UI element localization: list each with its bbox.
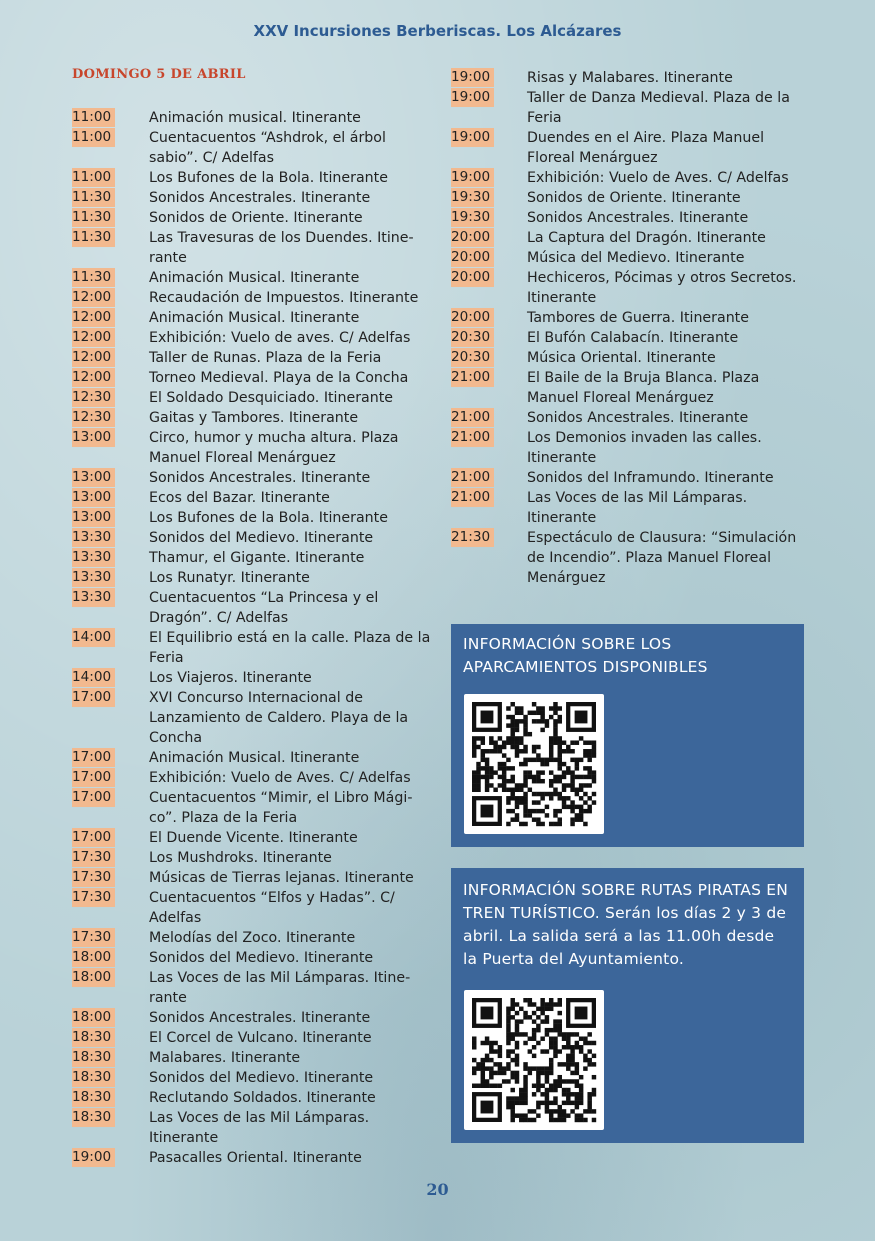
event-description: Circo, humor y mucha altura. Plaza Manuel Floreal Menárguez xyxy=(149,430,399,466)
schedule-row xyxy=(72,768,432,788)
page-number: 20 xyxy=(426,1180,449,1199)
event-description: Los Viajeros. Itinerante xyxy=(149,670,312,686)
event-time: 13:00 xyxy=(72,428,115,447)
event-description: Sonidos del Medievo. Itinerante xyxy=(149,530,374,546)
schedule-row xyxy=(72,588,432,628)
event-time: 12:30 xyxy=(72,408,115,427)
event-description: Los Bufones de la Bola. Itinerante xyxy=(149,510,388,526)
event-description: Sonidos Ancestrales. Itinerante xyxy=(149,190,371,206)
event-time: 13:30 xyxy=(72,588,115,607)
event-time: 20:00 xyxy=(451,248,494,267)
event-time: 11:00 xyxy=(72,168,115,187)
event-time: 19:30 xyxy=(451,208,494,227)
schedule-row xyxy=(451,328,811,348)
event-time: 21:00 xyxy=(451,468,494,487)
event-time: 17:30 xyxy=(72,888,115,907)
schedule-row xyxy=(451,168,811,188)
event-time: 18:30 xyxy=(72,1028,115,1047)
schedule-row xyxy=(72,668,432,688)
event-description: El Corcel de Vulcano. Itinerante xyxy=(149,1030,372,1046)
schedule-row xyxy=(72,228,432,268)
schedule-row xyxy=(72,948,432,968)
event-description: Taller de Danza Medieval. Plaza de la Feria xyxy=(527,90,790,126)
event-time: 11:00 xyxy=(72,128,115,147)
event-time: 17:30 xyxy=(72,868,115,887)
event-description: XVI Concurso Internacional de Lanzamiento de Caldero. Playa de la Concha xyxy=(149,690,409,746)
event-time: 12:00 xyxy=(72,288,115,307)
event-description: Thamur, el Gigante. Itinerante xyxy=(149,550,365,566)
event-description: Malabares. Itinerante xyxy=(149,1050,301,1066)
event-description: Exhibición: Vuelo de aves. C/ Adelfas xyxy=(149,330,411,346)
event-time: 21:00 xyxy=(451,408,494,427)
event-description: Música Oriental. Itinerante xyxy=(527,350,716,366)
pirate-route-qr-code[interactable] xyxy=(464,990,604,1130)
event-time: 11:30 xyxy=(72,188,115,207)
event-time: 21:00 xyxy=(451,368,494,387)
schedule-row xyxy=(72,788,432,828)
schedule-row xyxy=(451,128,811,168)
event-time: 19:00 xyxy=(451,168,494,187)
event-time: 12:00 xyxy=(72,368,115,387)
schedule-row xyxy=(72,268,432,288)
schedule-row xyxy=(72,408,432,428)
event-description: Cuentacuentos “Ashdrok, el árbol sabio”. C/ Adelfas xyxy=(149,130,386,166)
event-time: 18:00 xyxy=(72,968,115,987)
schedule-row xyxy=(72,368,432,388)
event-description: Las Voces de las Mil Lámparas. Itinerante xyxy=(149,970,411,1006)
event-time: 13:30 xyxy=(72,528,115,547)
event-description: Sonidos del Medievo. Itinerante xyxy=(149,1070,374,1086)
schedule-row xyxy=(72,828,432,848)
event-description: Sonidos del Inframundo. Itinerante xyxy=(527,470,774,486)
parking-qr-code[interactable] xyxy=(464,694,604,834)
event-time: 19:00 xyxy=(451,88,494,107)
qr-finder-pattern xyxy=(472,796,502,826)
event-description: Cuentacuentos “Elfos y Hadas”. C/ Adelfas xyxy=(149,890,395,926)
event-time: 19:00 xyxy=(451,68,494,87)
schedule-row xyxy=(451,208,811,228)
event-time: 19:00 xyxy=(72,1148,115,1167)
pirate-route-info-box xyxy=(451,868,804,1143)
event-description: Sonidos Ancestrales. Itinerante xyxy=(527,410,749,426)
event-description: El Soldado Desquiciado. Itinerante xyxy=(149,390,394,406)
schedule-row xyxy=(72,888,432,928)
event-time: 19:00 xyxy=(451,128,494,147)
event-description: Música del Medievo. Itinerante xyxy=(527,250,745,266)
schedule-row xyxy=(72,168,432,188)
schedule-row xyxy=(72,628,432,668)
event-time: 11:00 xyxy=(72,108,115,127)
schedule-row xyxy=(72,208,432,228)
event-time: 17:00 xyxy=(72,828,115,847)
schedule-row xyxy=(451,528,811,588)
schedule-row xyxy=(72,1068,432,1088)
page-header: XXV Incursiones Berberiscas. Los Alcázares xyxy=(253,22,622,40)
event-description: Recaudación de Impuestos. Itinerante xyxy=(149,290,419,306)
event-description: Animación musical. Itinerante xyxy=(149,110,361,126)
event-time: 17:00 xyxy=(72,788,115,807)
event-time: 13:00 xyxy=(72,468,115,487)
event-time: 17:00 xyxy=(72,688,115,707)
event-description: Sonidos Ancestrales. Itinerante xyxy=(149,1010,371,1026)
event-time: 18:30 xyxy=(72,1088,115,1107)
schedule-row xyxy=(72,388,432,408)
schedule-row xyxy=(72,688,432,748)
qr-finder-pattern xyxy=(472,702,502,732)
event-description: Pasacalles Oriental. Itinerante xyxy=(149,1150,362,1166)
event-description: Animación Musical. Itinerante xyxy=(149,310,360,326)
event-description: Reclutando Soldados. Itinerante xyxy=(149,1090,376,1106)
schedule-row xyxy=(72,288,432,308)
event-description: El Bufón Calabacín. Itinerante xyxy=(527,330,739,346)
event-time: 13:00 xyxy=(72,488,115,507)
event-time: 20:00 xyxy=(451,268,494,287)
event-time: 17:00 xyxy=(72,748,115,767)
schedule-row xyxy=(72,468,432,488)
event-description: Cuentacuentos “La Princesa y el Dragón”. C/ Adelfas xyxy=(149,590,379,626)
event-time: 20:00 xyxy=(451,228,494,247)
event-description: La Captura del Dragón. Itinerante xyxy=(527,230,766,246)
schedule-row xyxy=(72,968,432,1008)
event-description: El Duende Vicente. Itinerante xyxy=(149,830,358,846)
event-description: Las Travesuras de los Duendes. Itinerante xyxy=(149,230,414,266)
schedule-right-column xyxy=(451,68,811,588)
schedule-row xyxy=(72,1008,432,1028)
schedule-row xyxy=(451,368,811,408)
schedule-row xyxy=(72,848,432,868)
event-time: 12:00 xyxy=(72,308,115,327)
event-description: Los Runatyr. Itinerante xyxy=(149,570,310,586)
event-description: Exhibición: Vuelo de Aves. C/ Adelfas xyxy=(149,770,411,786)
parking-info-box xyxy=(451,624,804,847)
schedule-row xyxy=(451,468,811,488)
event-time: 13:30 xyxy=(72,548,115,567)
schedule-row xyxy=(72,1088,432,1108)
event-time: 11:30 xyxy=(72,268,115,287)
day-title: DOMINGO 5 DE ABRIL xyxy=(72,67,246,82)
event-time: 18:00 xyxy=(72,1008,115,1027)
schedule-row xyxy=(451,308,811,328)
event-description: Los Demonios invaden las calles. Itinerante xyxy=(527,430,762,466)
event-time: 20:30 xyxy=(451,328,494,347)
schedule-row xyxy=(72,128,432,168)
event-time: 18:30 xyxy=(72,1048,115,1067)
schedule-row xyxy=(72,488,432,508)
event-time: 13:30 xyxy=(72,568,115,587)
schedule-row xyxy=(72,348,432,368)
event-description: Sonidos de Oriente. Itinerante xyxy=(527,190,741,206)
event-time: 21:00 xyxy=(451,428,494,447)
schedule-row xyxy=(72,328,432,348)
event-description: Las Voces de las Mil Lámparas. Itinerante xyxy=(527,490,748,526)
event-description: Melodías del Zoco. Itinerante xyxy=(149,930,356,946)
schedule-row xyxy=(72,868,432,888)
event-time: 20:30 xyxy=(451,348,494,367)
event-description: Espectáculo de Clausura: “Simulación de Incendio”. Plaza Manuel Floreal Menárguez xyxy=(527,530,797,586)
schedule-row xyxy=(72,1148,432,1168)
event-time: 11:30 xyxy=(72,208,115,227)
event-time: 17:30 xyxy=(72,928,115,947)
event-description: Hechiceros, Pócimas y otros Secretos. Itinerante xyxy=(527,270,797,306)
event-description: Duendes en el Aire. Plaza Manuel Floreal Menárguez xyxy=(527,130,765,166)
schedule-row xyxy=(72,568,432,588)
event-description: El Baile de la Bruja Blanca. Plaza Manuel Floreal Menárguez xyxy=(527,370,760,406)
schedule-row xyxy=(451,408,811,428)
schedule-row xyxy=(451,188,811,208)
schedule-row xyxy=(72,308,432,328)
event-description: Ecos del Bazar. Itinerante xyxy=(149,490,330,506)
event-description: Los Mushdroks. Itinerante xyxy=(149,850,332,866)
schedule-row xyxy=(72,748,432,768)
event-time: 12:00 xyxy=(72,348,115,367)
schedule-row xyxy=(451,488,811,528)
schedule-row xyxy=(72,1108,432,1148)
event-description: Las Voces de las Mil Lámparas. Itinerante xyxy=(149,1110,370,1146)
event-time: 21:00 xyxy=(451,488,494,507)
schedule-row xyxy=(451,428,811,468)
event-description: Animación Musical. Itinerante xyxy=(149,270,360,286)
schedule-row xyxy=(451,88,811,128)
schedule-row xyxy=(72,188,432,208)
event-time: 14:00 xyxy=(72,668,115,687)
schedule-row xyxy=(72,528,432,548)
event-description: Risas y Malabares. Itinerante xyxy=(527,70,733,86)
event-time: 17:00 xyxy=(72,768,115,787)
schedule-row xyxy=(72,1028,432,1048)
schedule-left-column xyxy=(72,108,432,1168)
schedule-row xyxy=(451,228,811,248)
event-description: Los Bufones de la Bola. Itinerante xyxy=(149,170,388,186)
event-description: Gaitas y Tambores. Itinerante xyxy=(149,410,359,426)
event-description: Músicas de Tierras lejanas. Itinerante xyxy=(149,870,414,886)
event-description: El Equilibrio está en la calle. Plaza de la Feria xyxy=(149,630,431,666)
event-time: 11:30 xyxy=(72,228,115,247)
schedule-row xyxy=(72,108,432,128)
qr-finder-pattern xyxy=(472,998,502,1028)
event-time: 13:00 xyxy=(72,508,115,527)
event-time: 21:30 xyxy=(451,528,494,547)
schedule-row xyxy=(72,928,432,948)
event-description: Taller de Runas. Plaza de la Feria xyxy=(149,350,382,366)
event-description: Sonidos Ancestrales. Itinerante xyxy=(149,470,371,486)
event-time: 18:30 xyxy=(72,1108,115,1127)
event-description: Sonidos Ancestrales. Itinerante xyxy=(527,210,749,226)
qr-finder-pattern xyxy=(566,702,596,732)
schedule-row xyxy=(451,268,811,308)
event-time: 12:30 xyxy=(72,388,115,407)
event-time: 20:00 xyxy=(451,308,494,327)
schedule-row xyxy=(451,348,811,368)
event-time: 18:30 xyxy=(72,1068,115,1087)
schedule-row xyxy=(451,248,811,268)
qr-finder-pattern xyxy=(472,1092,502,1122)
schedule-row xyxy=(72,1048,432,1068)
event-description: Sonidos de Oriente. Itinerante xyxy=(149,210,363,226)
event-description: Animación Musical. Itinerante xyxy=(149,750,360,766)
schedule-row xyxy=(72,508,432,528)
event-description: Exhibición: Vuelo de Aves. C/ Adelfas xyxy=(527,170,789,186)
event-description: Tambores de Guerra. Itinerante xyxy=(527,310,749,326)
qr-finder-pattern xyxy=(566,998,596,1028)
event-description: Sonidos del Medievo. Itinerante xyxy=(149,950,374,966)
schedule-row xyxy=(72,548,432,568)
event-time: 19:30 xyxy=(451,188,494,207)
schedule-row xyxy=(451,68,811,88)
event-description: Torneo Medieval. Playa de la Concha xyxy=(149,370,409,386)
event-description: Cuentacuentos “Mimir, el Libro Mágico”. Plaza de la Feria xyxy=(149,790,413,826)
schedule-row xyxy=(72,428,432,468)
event-time: 12:00 xyxy=(72,328,115,347)
event-time: 18:00 xyxy=(72,948,115,967)
pirate-route-info-text: INFORMACIÓN SOBRE RUTAS PIRATAS EN TREN TURÍSTICO. Serán los días 2 y 3 de abril. La salida será a las 11.00h desde la Puerta del Ayuntamiento. xyxy=(463,881,789,968)
event-time: 14:00 xyxy=(72,628,115,647)
event-time: 17:30 xyxy=(72,848,115,867)
parking-info-text: INFORMACIÓN SOBRE LOS APARCAMIENTOS DISPONIBLES xyxy=(463,635,708,676)
